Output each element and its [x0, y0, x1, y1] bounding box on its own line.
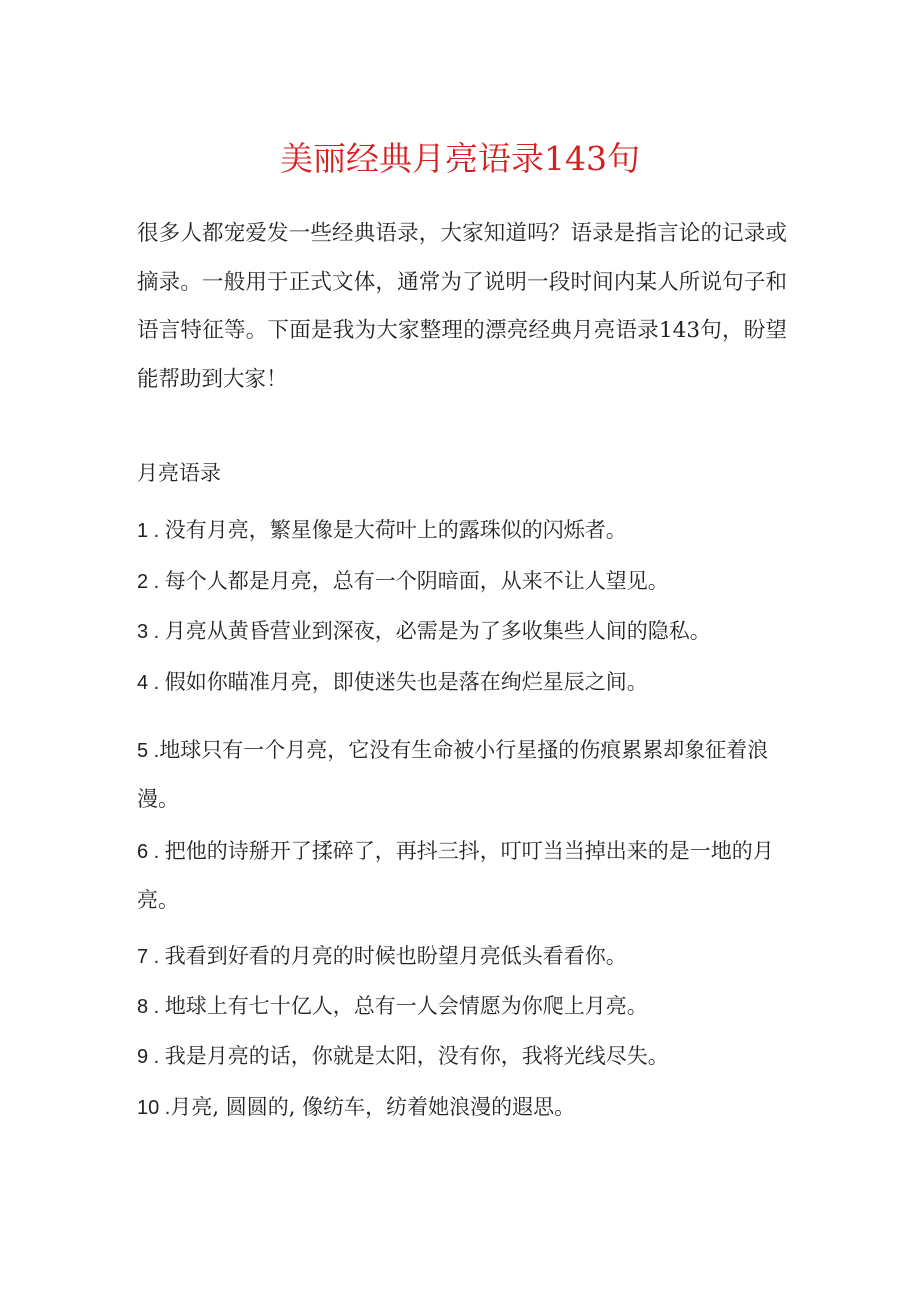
quote-separator: .	[148, 621, 165, 643]
quote-text: 假如你瞄准月亮，即使迷失也是落在绚烂星辰之间。	[164, 670, 648, 694]
quote-number: 3	[137, 621, 149, 643]
quote-separator: .	[148, 1046, 165, 1068]
quote-number: 4	[137, 672, 149, 694]
quote-number: 8	[137, 996, 149, 1018]
section-heading: 月亮语录	[137, 461, 221, 485]
quote-separator: .	[148, 841, 165, 863]
quote-item	[137, 1032, 787, 1081]
quote-separator: .	[148, 740, 160, 762]
intro-paragraph: 很多人都宠爱发一些经典语录，大家知道吗？语录是指言论的记录或摘录。一般用于正式文体，通常为了说明一段时间内某人所说句子和语言特征等。下面是我为大家整理的漂亮经典月亮语录143句，盼望能帮助到大家！	[137, 221, 787, 392]
quote-separator: .	[148, 672, 165, 694]
quote-separator: .	[159, 1097, 171, 1119]
document-title: 美丽经典月亮语录143句	[280, 139, 640, 178]
quote-item	[137, 607, 787, 656]
quote-number: 6	[137, 841, 149, 863]
quote-text: 月亮从黄昏营业到深夜，必需是为了多收集些人间的隐私。	[164, 619, 711, 643]
quote-item	[137, 658, 787, 707]
quote-separator: .	[148, 996, 165, 1018]
quote-text: 地球只有一个月亮，它没有生命被小行星搔的伤痕累累却象征着浪漫。	[137, 738, 769, 811]
quote-item	[137, 557, 787, 606]
quote-number: 5	[137, 740, 149, 762]
quote-number: 7	[137, 946, 149, 968]
quote-item	[137, 1083, 787, 1132]
quote-item	[137, 932, 787, 981]
quote-text: 把他的诗掰开了揉碎了，再抖三抖，叮叮当当掉出来的是一地的月亮。	[137, 839, 774, 912]
quote-item	[137, 827, 787, 924]
quote-separator: .	[148, 571, 165, 593]
quote-item	[137, 506, 787, 555]
quote-text: 地球上有七十亿人，总有一人会情愿为你爬上月亮。	[164, 994, 648, 1018]
quote-separator: .	[148, 946, 165, 968]
quote-text: 没有月亮，繁星像是大荷叶上的露珠似的闪烁者。	[164, 518, 627, 542]
quote-number: 9	[137, 1046, 149, 1068]
quote-text: 我是月亮的话，你就是太阳，没有你，我将光线尽失。	[164, 1044, 669, 1068]
quote-text: 月亮, 圆圆的, 像纺车，纺着她浪漫的遐思。	[170, 1095, 576, 1119]
quote-separator: .	[148, 520, 165, 542]
quote-item	[137, 726, 787, 823]
quote-number: 2	[137, 571, 149, 593]
quote-text: 每个人都是月亮，总有一个阴暗面，从来不让人望见。	[164, 569, 669, 593]
quote-item	[137, 982, 787, 1031]
quote-number: 10	[137, 1097, 160, 1119]
quote-number: 1	[137, 520, 149, 542]
quote-text: 我看到好看的月亮的时候也盼望月亮低头看看你。	[164, 944, 627, 968]
